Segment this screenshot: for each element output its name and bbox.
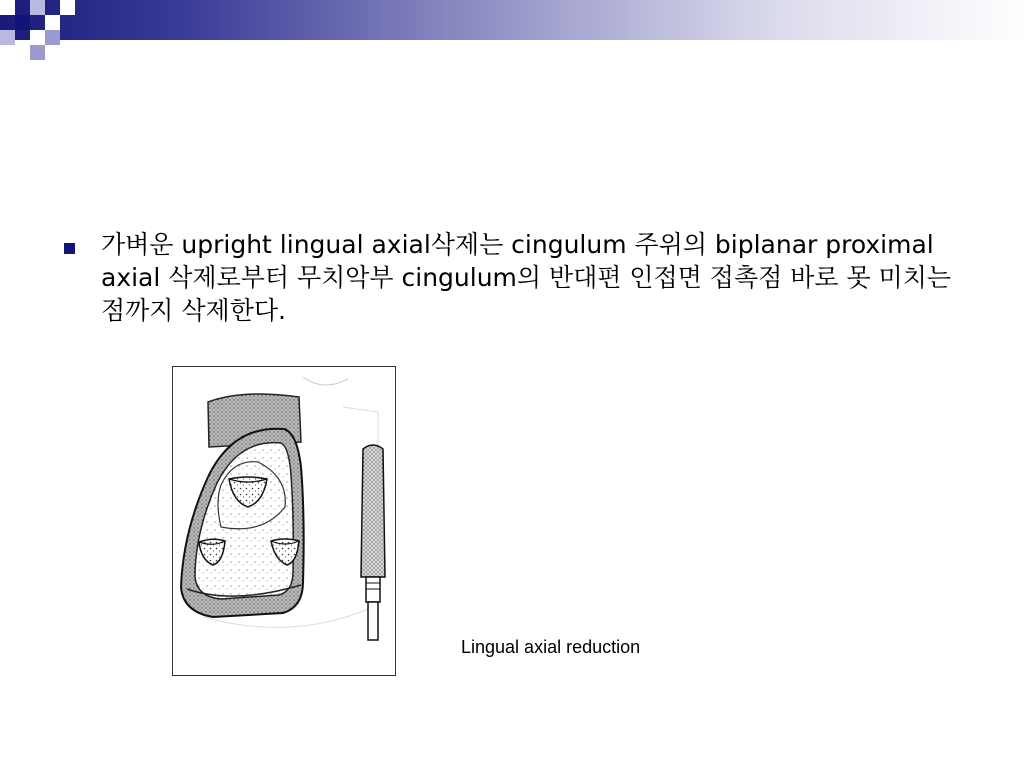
decor-square <box>15 15 30 30</box>
lingual-reduction-illustration <box>172 366 396 676</box>
decor-square <box>45 15 60 30</box>
tooth-preparation-drawing <box>173 367 395 675</box>
decor-square <box>45 30 60 45</box>
decor-square <box>0 0 15 15</box>
decor-square <box>30 45 45 60</box>
header-gradient-bar <box>0 0 1024 40</box>
decor-square <box>30 0 45 15</box>
bullet-square-icon <box>64 243 75 254</box>
figure-caption: Lingual axial reduction <box>461 637 641 657</box>
decor-square <box>30 30 45 45</box>
decor-square <box>60 0 75 15</box>
bullet-text: 가벼운 upright lingual axial삭제는 cingulum 주위의 biplanar proximal axial 삭제로부터 무치악부 cingulum의 반대편 인접면 접촉점 바로 못 미치는 점까지 삭제한다. <box>101 230 951 325</box>
decor-square <box>0 30 15 45</box>
